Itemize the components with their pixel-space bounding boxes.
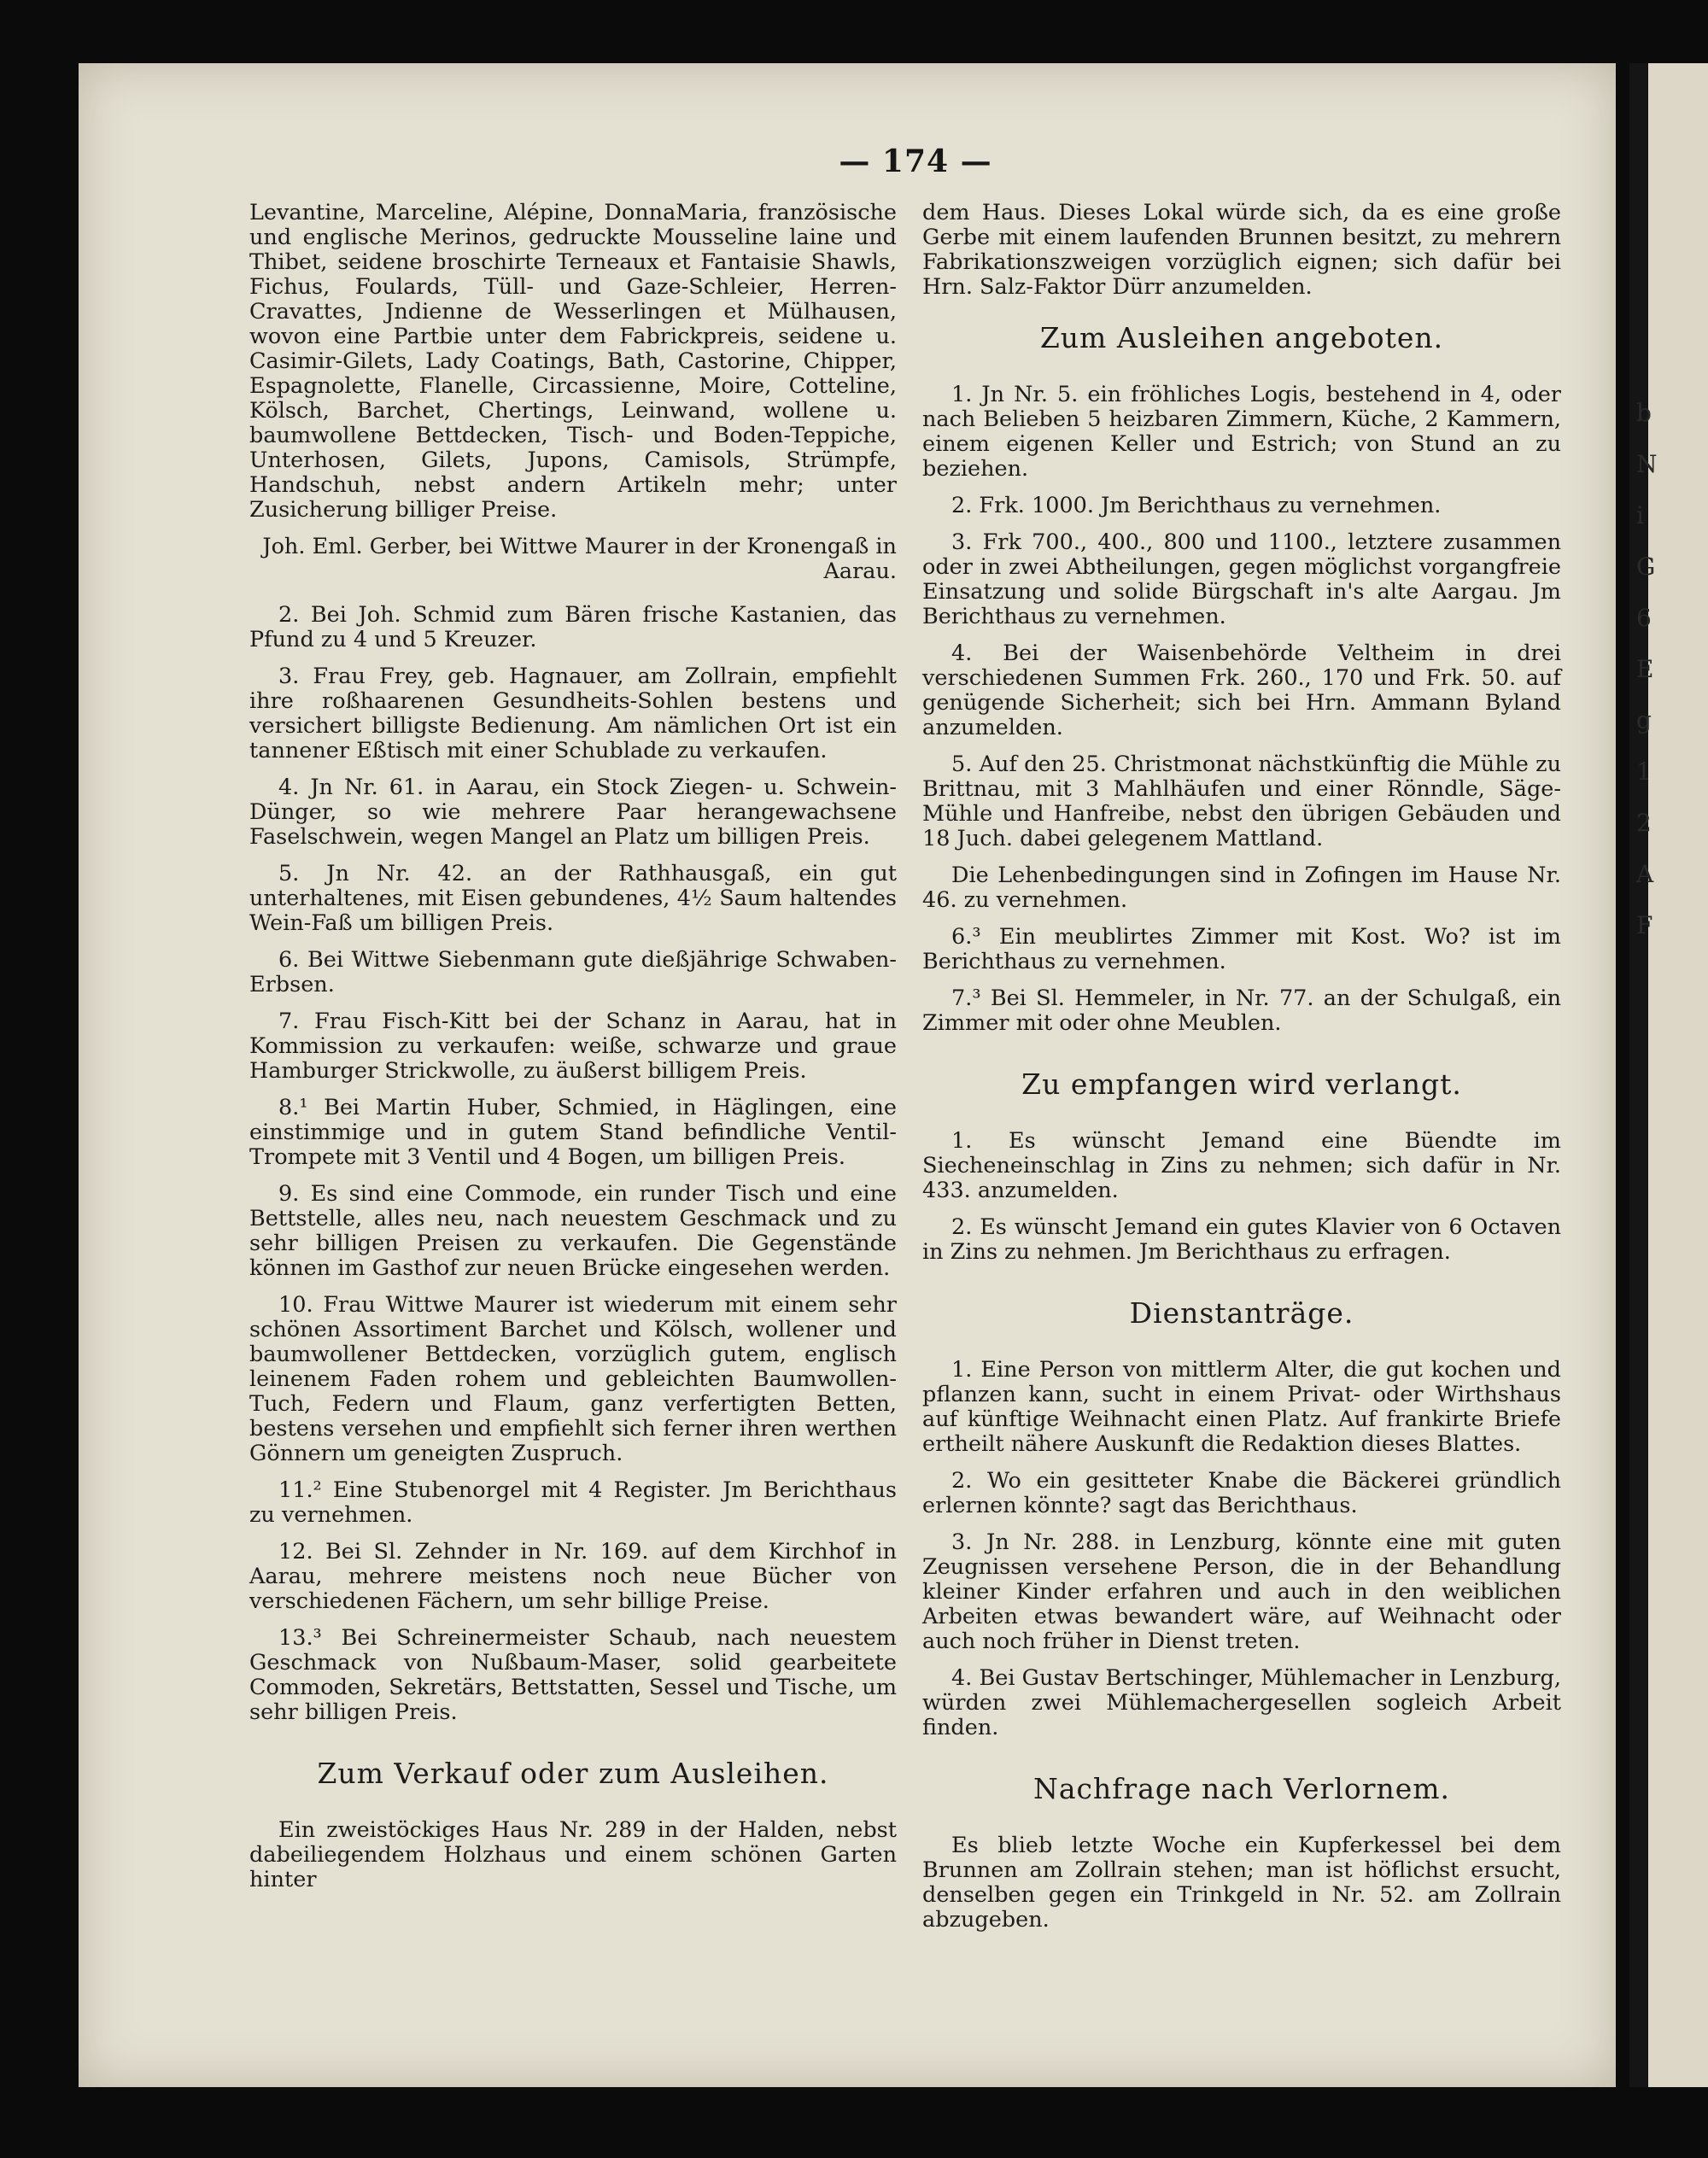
section-heading-lend-offered: Zum Ausleihen angeboten. — [1039, 321, 1444, 354]
ad-item: 9. Es sind eine Commode, ein runder Tisch und eine Bettstelle, alles neu, nach neuestem Geschmack und zu sehr billigen Preisen zu verkaufen. Die Gegenstände können im Gasthof zur neuen Brücke eingesehen werden. — [249, 1181, 897, 1281]
fragment: i — [1636, 501, 1644, 529]
fragment: 1 — [1636, 757, 1652, 786]
ad-item: 6.³ Ein meublirtes Zimmer mit Kost. Wo? ist im Berichthaus zu vernehmen. — [922, 924, 1561, 974]
ad-item: 3. Jn Nr. 288. in Lenzburg, könnte eine mit guten Zeugnissen versehene Person, die in der Behandlung kleiner Kinder erfahren und auch in den weiblichen Arbeiten etwas bewandert wäre, auf Weihnacht oder auch noch früher in Dienst treten. — [922, 1529, 1561, 1654]
ad-item: 6. Bei Wittwe Siebenmann gute dießjährige Schwaben-Erbsen. — [249, 947, 897, 997]
ad-item: Es blieb letzte Woche ein Kupferkessel bei dem Brunnen am Zollrain stehen; man ist höflichst ersucht, denselben gegen ein Trinkgeld in Nr. 52. am Zollrain abzugeben. — [922, 1833, 1561, 1933]
right-column — [922, 201, 1561, 1945]
ad-item: 7. Frau Fisch-Kitt bei der Schanz in Aarau, hat in Kommission zu verkaufen: weiße, schwarze und graue Hamburger Strickwolle, zu äußerst billigem Preis. — [249, 1009, 897, 1084]
section-heading-sale-or-lend: Zum Verkauf oder zum Ausleihen. — [317, 1757, 829, 1790]
fragment: G — [1636, 553, 1656, 581]
ad-item: 1. Es wünscht Jemand eine Büendte im Siecheneinschlag in Zins zu nehmen; sich dafür in Nr. 433. anzumelden. — [922, 1128, 1561, 1203]
ad-item: 11.² Eine Stubenorgel mit 4 Register. Jm Berichthaus zu vernehmen. — [249, 1477, 897, 1528]
ad-signature: Joh. Eml. Gerber, bei Wittwe Maurer in der Kronengaß in Aarau. — [262, 534, 897, 584]
ad-item: 4. Bei der Waisenbehörde Veltheim in drei verschiedenen Summen Frk. 260., 170 und Frk. 50. auf genügende Sicherheit; sich bei Hrn. Ammann Byland anzumelden. — [922, 640, 1561, 740]
ad-item: 12. Bei Sl. Zehnder in Nr. 169. auf dem Kirchhof in Aarau, mehrere meistens noch neue Bücher von verschiedenen Fächern, um sehr billige Preise. — [249, 1539, 897, 1614]
section-heading-wanted: Zu empfangen wird verlangt. — [1021, 1067, 1462, 1101]
fragment: 6 — [1636, 604, 1652, 632]
ad-item: 2. Frk. 1000. Jm Berichthaus zu vernehmen. — [951, 493, 1442, 518]
fragment: b — [1636, 399, 1652, 427]
ad-intro-paragraph: Levantine, Marceline, Alépine, DonnaMaria, französische und englische Merinos, gedruckte Mousseline laine und Thibet, seidene broschirte Terneaux et Fantaisie Shawls, Fichus, Foulards, Tüll- und Gaze-Schleier, Herren-Cravattes, Jndienne de Wesserlingen et Mülhausen, wovon eine Partbie unter dem Fabrickpreis, seidene u. Casimir-Gilets, Lady Coatings, Bath, Castorine, Chipper, Espagnolette, Flanelle, Circassienne, Moire, Cotteline, Kölsch, Barchet, Chertings, Leinwand, wollene u. baumwollene Bettdecken, Tisch- und Boden-Teppiche, Unterhosen, Gilets, Jupons, Camisols, Strümpfe, Handschuh, nebst andern Artikeln mehr; unter Zusicherung billiger Preise. — [249, 200, 897, 523]
fragment: N — [1636, 450, 1658, 478]
ad-item: 4. Jn Nr. 61. in Aarau, ein Stock Ziegen- u. Schwein-Dünger, so wie mehrere Paar herangewachsene Faselschwein, wegen Mangel an Platz um billigen Preis. — [249, 775, 897, 850]
ad-note: Die Lehenbedingungen sind in Zofingen im Hause Nr. 46. zu vernehmen. — [922, 863, 1561, 913]
ad-item: 2. Wo ein gesitteter Knabe die Bäckerei gründlich erlernen könnte? sagt das Berichthaus. — [922, 1468, 1561, 1518]
ad-item: 2. Bei Joh. Schmid zum Bären frische Kastanien, das Pfund zu 4 und 5 Kreuzer. — [249, 602, 897, 652]
fragment: F — [1636, 911, 1653, 939]
adjacent-page-edge — [1629, 63, 1708, 2087]
adjacent-page-fragments — [1636, 388, 1696, 951]
ad-item: 13.³ Bei Schreinermeister Schaub, nach neuestem Geschmack von Nußbaum-Maser, solid gearbeitete Commoden, Sekretärs, Bettstatten, Sessel und Tische, um sehr billigen Preis. — [249, 1625, 897, 1725]
ad-item: 8.¹ Bei Martin Huber, Schmied, in Häglingen, eine einstimmige und in gutem Stand befindliche Ventil-Trompete mit 3 Ventil und 4 Bogen, um billigen Preis. — [249, 1095, 897, 1170]
fragment: A — [1636, 860, 1654, 888]
ad-item: 1. Jn Nr. 5. ein fröhliches Logis, bestehend in 4, oder nach Belieben 5 heizbaren Zimmern, Küche, 2 Kammern, einem eigenen Keller und Estrich; von Stund an zu beziehen. — [922, 382, 1561, 482]
ad-item: 1. Eine Person von mittlerm Alter, die gut kochen und pflanzen kann, sucht in einem Privat- oder Wirthshaus auf künftige Weihnacht einen Platz. Auf frankirte Briefe ertheilt nähere Auskunft die Redaktion dieses Blattes. — [922, 1357, 1561, 1457]
ad-item: 5. Jn Nr. 42. an der Rathhausgaß, ein gut unterhaltenes, mit Eisen gebundenes, 4½ Saum haltendes Wein-Faß um billigen Preis. — [249, 861, 897, 936]
ad-continuation: dem Haus. Dieses Lokal würde sich, da es eine große Gerbe mit einem laufenden Brunnen besitzt, zu mehrern Fabrikationszweigen vorzüglich eignen; sich dafür bei Hrn. Salz-Faktor Dürr anzumelden. — [922, 200, 1561, 300]
ad-item: 3. Frk 700., 400., 800 und 1100., letztere zusammen oder in zwei Abtheilungen, gegen möglichst vorgangfreie Einsatzung und solide Bürgschaft in's alte Aargau. Jm Berichthaus zu vernehmen. — [922, 529, 1561, 629]
fragment: g — [1636, 706, 1652, 734]
page-number: — 174 — — [839, 143, 992, 179]
ad-item: 5. Auf den 25. Christmonat nächstkünftig die Mühle zu Brittnau, mit 3 Mahlhäufen und einer Rönndle, Säge-Mühle und Hanfreibe, nebst den übrigen Gebäuden und 18 Juch. dabei gelegenem Mattland. — [922, 751, 1561, 851]
left-column — [249, 201, 897, 1904]
section-heading-lost: Nachfrage nach Verlornem. — [1032, 1772, 1451, 1805]
ad-item: Ein zweistöckiges Haus Nr. 289 in der Halden, nebst dabeiliegendem Holzhaus und einem schönen Garten hinter — [249, 1817, 897, 1892]
ad-item: 4. Bei Gustav Bertschinger, Mühlemacher in Lenzburg, würden zwei Mühlemachergesellen sogleich Arbeit finden. — [922, 1665, 1561, 1740]
ad-item: 7.³ Bei Sl. Hemmeler, in Nr. 77. an der Schulgaß, ein Zimmer mit oder ohne Meublen. — [922, 985, 1561, 1036]
ad-item: 10. Frau Wittwe Maurer ist wiederum mit einem sehr schönen Assortiment Barchet und Kölsch, wollener und baumwollener Bettdecken, vorzüglich gutem, englisch leinenem Faden rohem und gebleichten Baumwollen-Tuch, Federn und Flaum, ganz verfertigten Betten, bestens versehen und empfiehlt sich ferner ihren werthen Gönnern um geneigten Zuspruch. — [249, 1292, 897, 1466]
section-heading-services: Dienstanträge. — [1129, 1296, 1354, 1330]
fragment: E — [1636, 655, 1654, 683]
ad-item: 3. Frau Frey, geb. Hagnauer, am Zollrain, empfiehlt ihre roßhaarenen Gesundheits-Sohlen bestens und versichert billigste Bedienung. Am nämlichen Ort ist ein tannener Eßtisch mit einer Schublade zu verkaufen. — [249, 664, 897, 763]
ad-item: 2. Es wünscht Jemand ein gutes Klavier von 6 Octaven in Zins zu nehmen. Jm Berichthaus zu erfragen. — [922, 1214, 1561, 1265]
fragment: 2 — [1636, 809, 1652, 837]
binding-gutter — [1629, 63, 1648, 2087]
